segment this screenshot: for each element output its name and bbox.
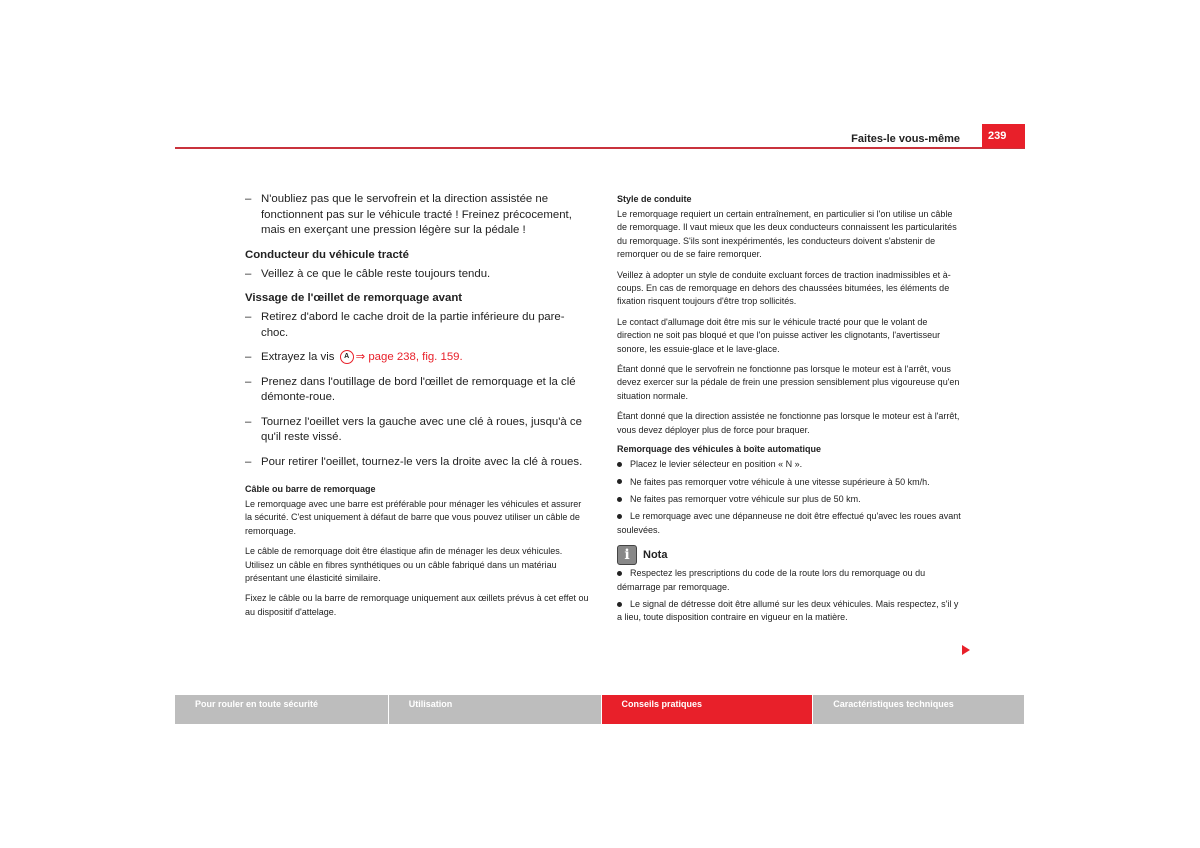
page-reference-link[interactable]: ⇒ page 238, fig. 159: [355, 351, 460, 364]
list-item: – Pour retirer l'oeillet, tournez-le vers la droite avec la clé à roues.: [245, 455, 583, 468]
bullet-icon: [617, 497, 622, 502]
list-item: – Retirez d'abord le cache droit de la partie inférieure du pare-choc.: [245, 311, 565, 339]
list-item: – Tournez l'oeillet vers la gauche avec une clé à roues, jusqu'à ce qu'il reste vissé.: [245, 415, 582, 444]
bullet-item: Ne faites pas remorquer votre véhicule sur plus de 50 km.: [617, 493, 962, 506]
bullet-item: Placez le levier sélecteur en position « N ».: [617, 458, 962, 471]
list-item: – Extrayez la vis A ⇒ page 238, fig. 159.: [245, 351, 463, 364]
list-item: – N'oubliez pas que le servofrein et la direction assistée ne fonctionnent pas sur le véhicule tracté ! Freinez précocement, mais en exerçant une pression légère sur la pédale !: [245, 193, 572, 236]
paragraph: Étant donné que la direction assistée ne fonctionne pas lorsque le moteur est à l'arrêt, vous devez déployer plus de force pour braquer.: [617, 411, 960, 435]
bullet-icon: [617, 462, 622, 467]
tab-caracteristiques-techniques[interactable]: Caractéristiques techniques: [813, 695, 1024, 724]
footer-nav: [175, 695, 1025, 724]
page-number: 239: [982, 124, 1025, 148]
paragraph: Veillez à adopter un style de conduite excluant forces de traction inadmissibles et à-coups. En cas de remorquage en dehors des chaussées bitumées, les éléments de fixation risquent toujours d'être trop sollicités.: [617, 269, 951, 307]
right-column: [617, 194, 962, 629]
tab-conseils-pratiques[interactable]: Conseils pratiques: [602, 695, 813, 724]
section-heading: Câble ou barre de remorquage: [245, 484, 376, 495]
tab-utilisation[interactable]: Utilisation: [389, 695, 601, 724]
chapter-title: Faites-le vous-même: [851, 133, 960, 145]
section-heading: Remorquage des véhicules à boîte automatique: [617, 444, 822, 455]
section-heading: Vissage de l'œillet de remorquage avant: [245, 292, 463, 304]
nota-header: [617, 545, 962, 565]
header-rule: [175, 147, 1025, 149]
info-icon: i: [617, 545, 637, 565]
bullet-icon: [617, 479, 622, 484]
left-column: [245, 192, 590, 626]
bullet-item: Respectez les prescriptions du code de la route lors du remorquage ou du démarrage par remorquage.: [617, 568, 926, 592]
bullet-item: Le remorquage avec une dépanneuse ne doit être effectué qu'avec les roues avant soulevées.: [617, 511, 961, 535]
bullet-icon: [617, 514, 622, 519]
tab-pour-rouler-en-toute-securite[interactable]: Pour rouler en toute sécurité: [175, 695, 388, 724]
next-page-arrow-icon[interactable]: [962, 645, 970, 655]
paragraph: Le remorquage requiert un certain entraînement, en particulier si l'on utilise un câble de remorquage. Il vaut mieux que les deux conducteurs connaissent les particularités du remorquage. S'ils sont inexpérimentés, les conducteurs doivent s'abstenir de remorquer ou de se faire remorquer.: [617, 209, 957, 260]
bullet-icon: [617, 571, 622, 576]
paragraph: Le contact d'allumage doit être mis sur le véhicule tracté pour que le volant de direction ne soit pas bloqué et que l'on puisse activer les clignotants, l'avertisseur sonore, les essuie-glace et le lave-glace.: [617, 316, 941, 354]
paragraph: Étant donné que le servofrein ne fonctionne pas lorsque le moteur est à l'arrêt, vous devez exercer sur la pédale de frein une pression sensiblement plus vigoureuse qu'en situation normale.: [617, 364, 960, 401]
paragraph: Le câble de remorquage doit être élastique afin de ménager les deux véhicules. Utilisez un câble en fibres synthétiques ou un câble fabriqué dans un matériau présentant une élasticité similaire.: [245, 546, 563, 584]
bullet-item: Le signal de détresse doit être allumé sur les deux véhicules. Mais respectez, s'il y a lieu, toute disposition contraire en vigueur en la matière.: [617, 598, 959, 623]
list-item: – Prenez dans l'outillage de bord l'œillet de remorquage et la clé démonte-roue.: [245, 375, 576, 404]
bullet-item: Ne faites pas remorquer votre véhicule à une vitesse supérieure à 50 km/h.: [617, 476, 962, 489]
list-item: – Veillez à ce que le câble reste toujours tendu.: [245, 267, 491, 280]
section-heading: Conducteur du véhicule tracté: [245, 248, 409, 261]
bullet-icon: [617, 602, 622, 607]
paragraph: Fixez le câble ou la barre de remorquage uniquement aux œillets prévus à cet effet ou au dispositif d'attelage.: [245, 593, 589, 617]
paragraph: Le remorquage avec une barre est préférable pour ménager les véhicules et assurer la sécurité. C'est uniquement à défaut de barre que vous pouvez utiliser un câble de remorquage.: [245, 499, 582, 536]
circled-a-icon: A: [340, 350, 354, 364]
section-heading: Style de conduite: [617, 194, 692, 204]
nota-label: Nota: [643, 549, 668, 562]
